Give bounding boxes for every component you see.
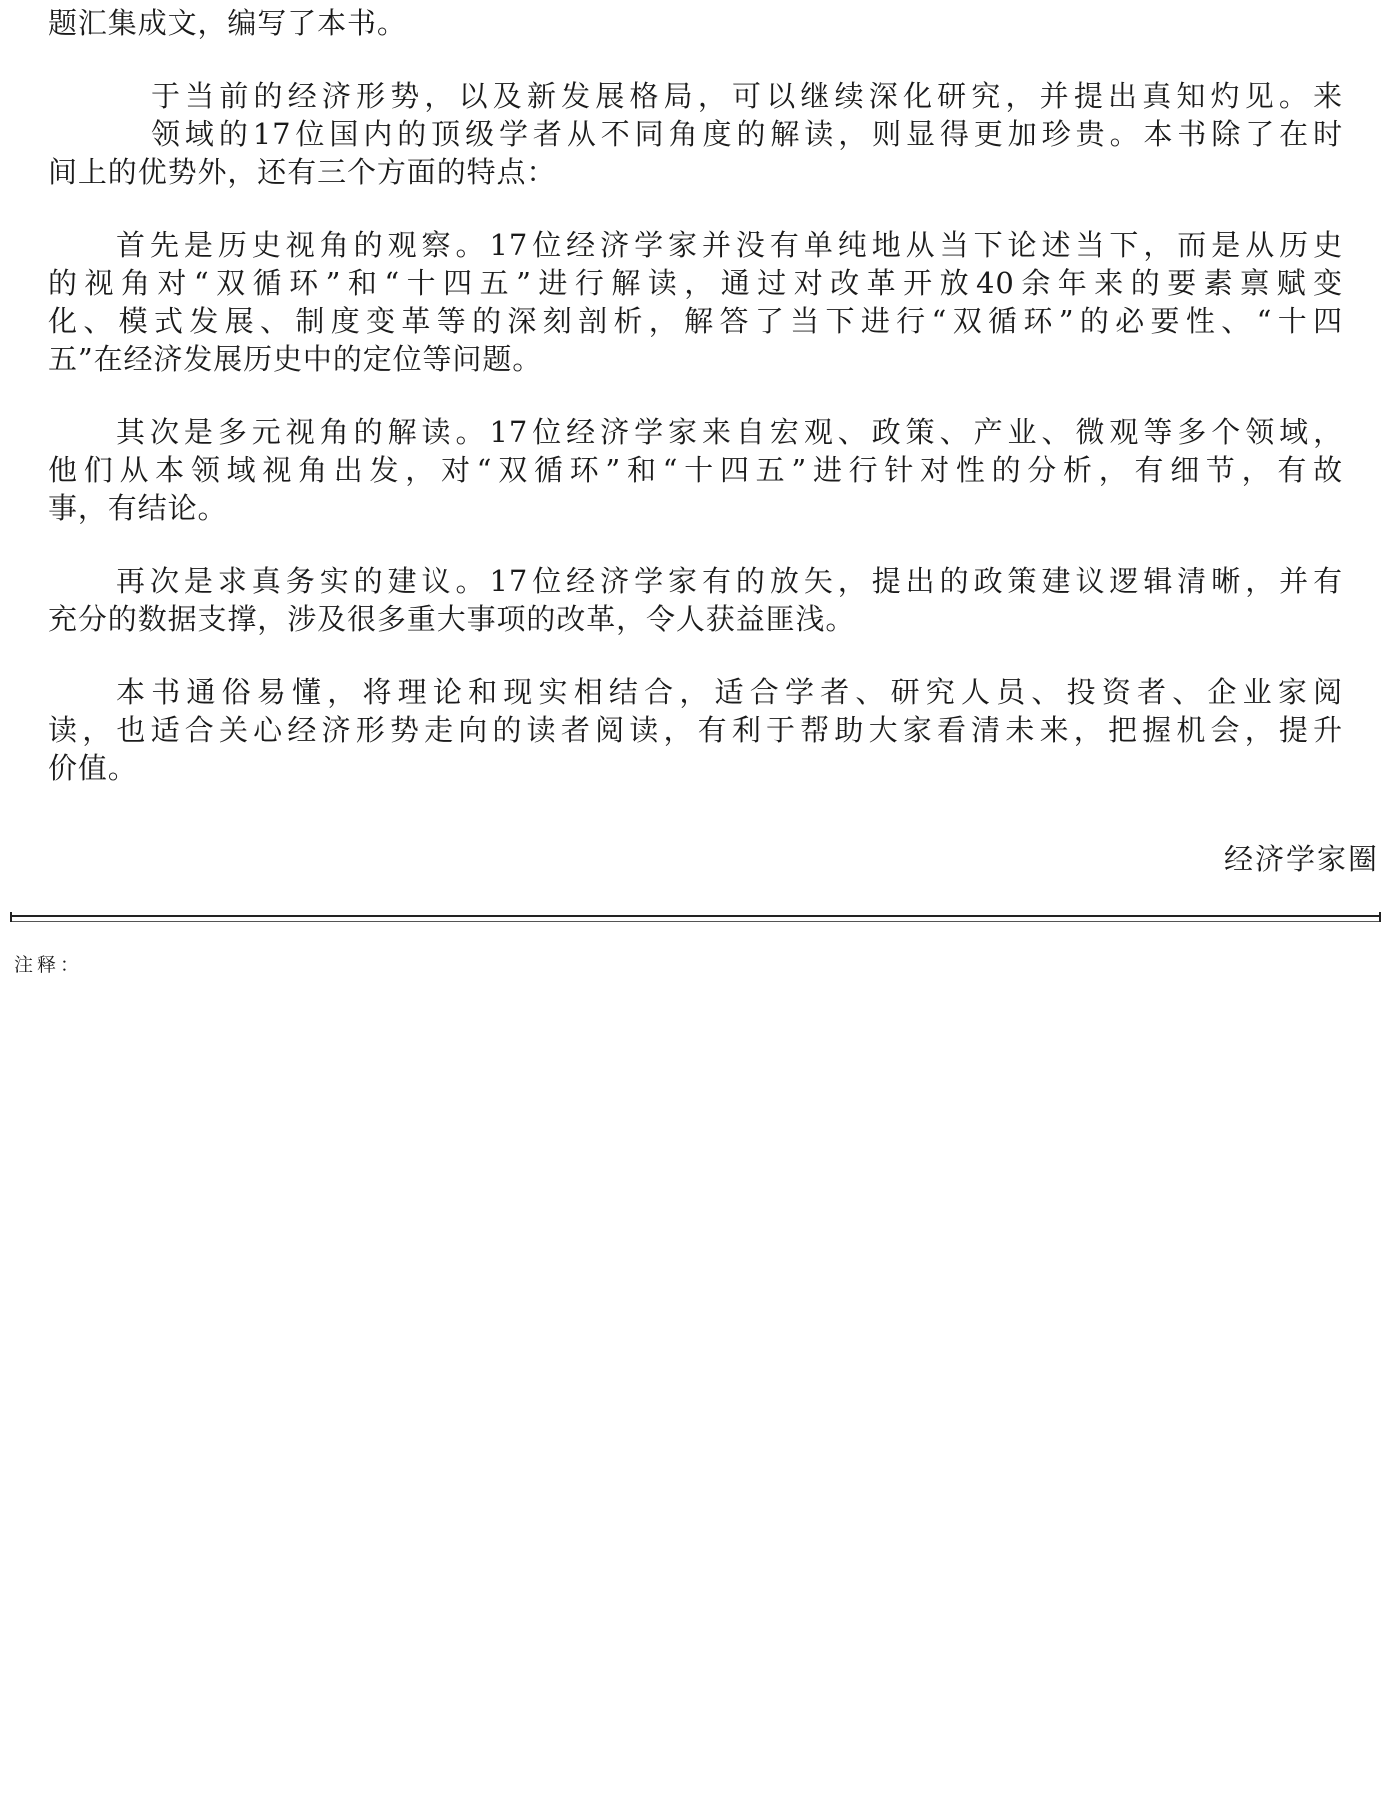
paragraph-2-line-2: 化、模式发展、制度变革等的深刻剖析，解答了当下进行“双循环”的必要性、“十四 [48,304,1343,338]
signature: 经济学家圈 [1223,842,1379,876]
body-text [48,4,1343,787]
notes-label: 注释： [14,954,84,976]
paragraph-5-line-0: 本书通俗易懂，将理论和现实相结合，适合学者、研究人员、投资者、企业家阅 [116,675,1343,709]
paragraph-1-line-1: 领域的17位国内的顶级学者从不同角度的解读，则显得更加珍贵。本书除了在时 [151,117,1343,151]
divider-right-cap [1379,912,1381,922]
footnote-divider [12,915,1379,922]
paragraph-4-line-1: 充分的数据支撑，涉及很多重大事项的改革，令人获益匪浅。 [48,602,856,636]
divider-left-cap [10,912,12,922]
paragraph-2-line-1: 的视角对“双循环”和“十四五”进行解读，通过对改革开放40余年来的要素禀赋变 [48,266,1343,300]
paragraph-3-line-2: 事，有结论。 [48,491,228,525]
paragraph-5-line-1: 读，也适合关心经济形势走向的读者阅读，有利于帮助大家看清未来，把握机会，提升 [48,713,1343,747]
paragraph-2-line-3: 五”在经济发展历史中的定位等问题。 [48,342,543,376]
paragraph-4-line-0: 再次是求真务实的建议。17位经济学家有的放矢，提出的政策建议逻辑清晰，并有 [116,564,1343,598]
paragraph-2-line-0: 首先是历史视角的观察。17位经济学家并没有单纯地从当下论述当下，而是从历史 [116,228,1343,262]
paragraph-0-line-0: 题汇集成文，编写了本书。 [48,6,407,40]
paragraph-5-line-2: 价值。 [48,751,138,785]
paragraph-3-line-1: 他们从本领域视角出发，对“双循环”和“十四五”进行针对性的分析，有细节，有故 [48,453,1343,487]
paragraph-1-line-0: 于当前的经济形势，以及新发展格局，可以继续深化研究，并提出真知灼见。来 [151,79,1343,113]
paragraph-3-line-0: 其次是多元视角的解读。17位经济学家来自宏观、政策、产业、微观等多个领域， [116,415,1343,449]
paragraph-1-line-2: 间上的优势外，还有三个方面的特点： [48,155,557,189]
